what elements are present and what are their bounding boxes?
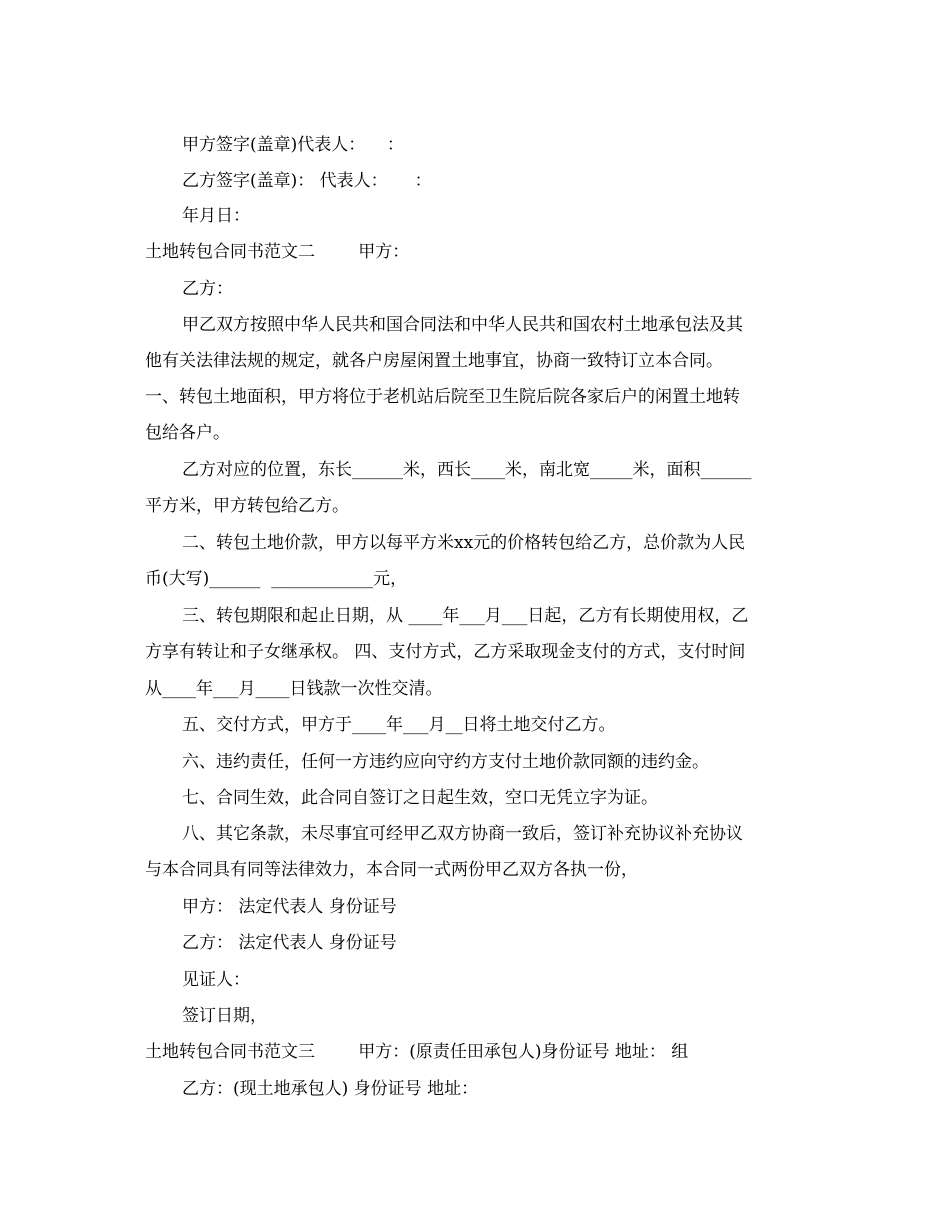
text-line-party-b-rep: 乙方： 法定代表人 身份证号 — [182, 933, 397, 953]
section-heading-sample-three: 土地转包合同书范文三 甲方：(原责任田承包人)身份证号 地址： 组 — [145, 1042, 689, 1062]
text-line-signature-party-b: 乙方签字(盖章)： 代表人： ： — [182, 171, 432, 191]
text-line-clause-2a: 二、转包土地价款，甲方以每平方米xx元的价格转包给乙方，总价款为人民 — [182, 533, 746, 553]
text-line-clause-8a: 八、其它条款，未尽事宜可经甲乙双方协商一致后，签订补充协议补充协议 — [182, 824, 743, 844]
text-line-signature-party-a: 甲方签字(盖章)代表人： ： — [182, 135, 404, 155]
text-line-position-1: 乙方对应的位置，东长______米，西长____米，南北宽_____米，面积______ — [182, 460, 752, 480]
text-line-party-b: 乙方： — [182, 279, 233, 299]
text-line-position-2: 平方米，甲方转包给乙方。 — [145, 496, 349, 516]
text-line-preamble-2: 他有关法律法规的规定，就各户房屋闲置土地事宜，协商一致特订立本合同。 — [145, 351, 723, 371]
text-line-clause-3b: 方享有转让和子女继承权。 四、支付方式，乙方采取现金支付的方式，支付时间 — [145, 642, 746, 662]
text-line-witness: 见证人： — [182, 970, 250, 990]
text-line-clause-3a: 三、转包期限和起止日期，从 ____年___月___日起，乙方有长期使用权，乙 — [182, 606, 749, 626]
text-line-clause-5: 五、交付方式，甲方于____年___月__日将土地交付乙方。 — [182, 715, 616, 735]
text-line-clause-2b: 币(大写)______ ____________元， — [145, 569, 408, 589]
text-line-sign-date: 签订日期， — [182, 1006, 267, 1026]
text-line-clause-7: 七、合同生效，此合同自签订之日起生效，空口无凭立字为证。 — [182, 788, 658, 808]
text-line-clause-6: 六、违约责任，任何一方违约应向守约方支付土地价款同额的违约金。 — [182, 752, 709, 772]
text-line-clause-4: 从____年___月____日钱款一次性交清。 — [145, 679, 443, 699]
section-heading-sample-two: 土地转包合同书范文二 甲方： — [145, 242, 410, 262]
text-line-preamble-1: 甲乙双方按照中华人民共和国合同法和中华人民共和国农村土地承包法及其 — [182, 315, 743, 335]
text-line-clause-1b: 包给各户。 — [145, 423, 230, 443]
text-line-date: 年月日： — [182, 206, 250, 226]
text-line-party-a-rep: 甲方： 法定代表人 身份证号 — [182, 897, 397, 917]
text-line-party-b-current: 乙方：(现土地承包人) 身份证号 地址： — [182, 1079, 479, 1099]
text-line-clause-8b: 与本合同具有同等法律效力，本合同一式两份甲乙双方各执一份， — [145, 860, 638, 880]
text-line-clause-1a: 一、转包土地面积，甲方将位于老机站后院至卫生院后院各家后户的闲置土地转 — [145, 387, 740, 407]
